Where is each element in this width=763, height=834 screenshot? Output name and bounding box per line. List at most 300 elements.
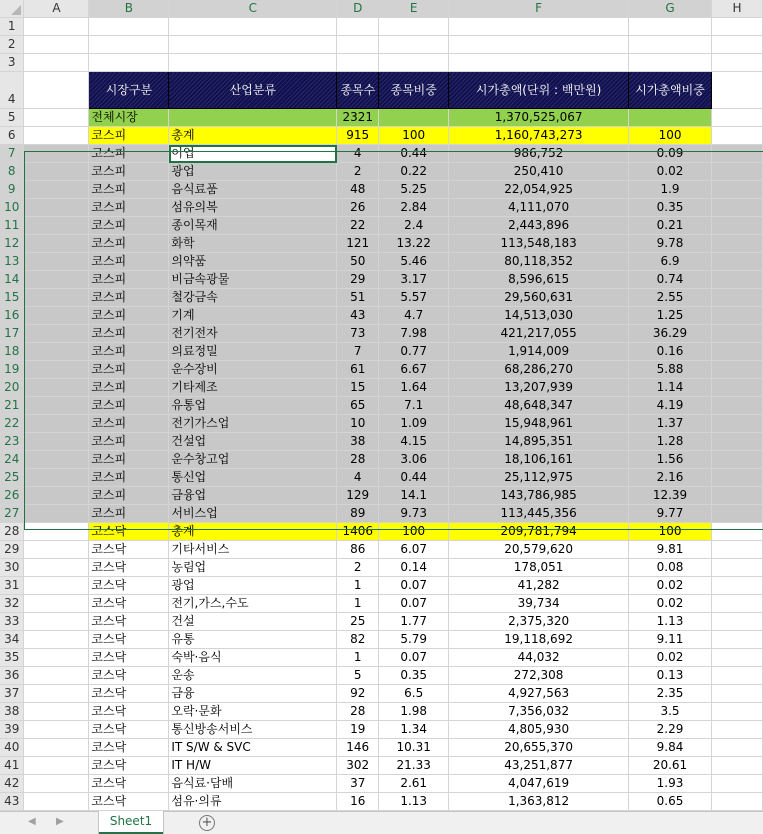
cell-industry[interactable]: 종이목재: [169, 217, 337, 235]
cell-market-cap[interactable]: 113,445,356: [449, 505, 629, 523]
cell-industry[interactable]: 운수창고업: [169, 451, 337, 469]
cell[interactable]: [24, 433, 89, 451]
cell[interactable]: [24, 271, 89, 289]
cell-stock-share[interactable]: 0.22: [379, 163, 449, 181]
cell-market-cap-share[interactable]: 0.21: [629, 217, 712, 235]
cell-stock-count[interactable]: 2: [337, 559, 379, 577]
column-header-f[interactable]: F: [449, 0, 629, 18]
header-industry[interactable]: 산업분류: [169, 72, 337, 109]
cell-market-cap[interactable]: 20,655,370: [449, 739, 629, 757]
cell-market-cap[interactable]: 18,106,161: [449, 451, 629, 469]
cell-market[interactable]: 코스닥: [89, 703, 169, 721]
row-header[interactable]: 32: [0, 595, 24, 613]
cell[interactable]: [711, 487, 762, 505]
cell[interactable]: [24, 487, 89, 505]
cell-market[interactable]: 코스피: [89, 217, 169, 235]
cell-market-cap[interactable]: 39,734: [449, 595, 629, 613]
cell-market[interactable]: 코스피: [89, 379, 169, 397]
table-row[interactable]: [0, 667, 763, 685]
cell[interactable]: [711, 253, 762, 271]
row-header[interactable]: 2: [0, 36, 24, 54]
cell[interactable]: [24, 217, 89, 235]
cell-market-cap-share[interactable]: 2.55: [629, 289, 712, 307]
row-header[interactable]: 18: [0, 343, 24, 361]
cell[interactable]: [24, 127, 89, 145]
tab-scroll-left-icon[interactable]: ◀: [28, 816, 36, 827]
cell-market-cap-share[interactable]: 2.35: [629, 685, 712, 703]
row-header[interactable]: 43: [0, 793, 24, 811]
cell[interactable]: [24, 307, 89, 325]
cell-market[interactable]: 코스피: [89, 361, 169, 379]
cell-stock-count[interactable]: 15: [337, 379, 379, 397]
cell-market[interactable]: 코스닥: [89, 523, 169, 541]
cell-market[interactable]: 코스피: [89, 181, 169, 199]
cell-industry[interactable]: 오락·문화: [169, 703, 337, 721]
table-row[interactable]: [0, 775, 763, 793]
cell-market-cap-share[interactable]: 12.39: [629, 487, 712, 505]
cell-market-cap-share[interactable]: 0.13: [629, 667, 712, 685]
cell-market[interactable]: 코스피: [89, 271, 169, 289]
cell-stock-share[interactable]: 6.67: [379, 361, 449, 379]
cell-market-cap-share[interactable]: 9.11: [629, 631, 712, 649]
table-row[interactable]: [0, 181, 763, 199]
table-row[interactable]: [0, 325, 763, 343]
cell-market-cap-share[interactable]: 0.02: [629, 163, 712, 181]
cell-market-cap[interactable]: 15,948,961: [449, 415, 629, 433]
cell-stock-share[interactable]: 2.4: [379, 217, 449, 235]
cell-market-cap[interactable]: 178,051: [449, 559, 629, 577]
cell-stock-count[interactable]: 7: [337, 343, 379, 361]
cell[interactable]: [711, 469, 762, 487]
table-row[interactable]: [0, 433, 763, 451]
cell-market-cap[interactable]: 209,781,794: [449, 523, 629, 541]
header-market-cap[interactable]: 시가총액(단위 : 백만원): [449, 72, 629, 109]
cell-stock-count[interactable]: 1: [337, 577, 379, 595]
column-header-e[interactable]: E: [379, 0, 449, 18]
cell-market-cap-share[interactable]: 100: [629, 523, 712, 541]
row-header[interactable]: 28: [0, 523, 24, 541]
row-header[interactable]: 31: [0, 577, 24, 595]
cell[interactable]: [337, 54, 379, 72]
cell-industry[interactable]: 기타서비스: [169, 541, 337, 559]
cell-market-cap[interactable]: 48,648,347: [449, 397, 629, 415]
cell-industry[interactable]: 전기전자: [169, 325, 337, 343]
cell-stock-count[interactable]: 4: [337, 145, 379, 163]
cell-industry[interactable]: 음식료품: [169, 181, 337, 199]
cell[interactable]: [711, 415, 762, 433]
cell-market-cap-share[interactable]: 9.78: [629, 235, 712, 253]
cell-industry[interactable]: IT H/W: [169, 757, 337, 775]
cell[interactable]: [24, 145, 89, 163]
table-row[interactable]: [0, 541, 763, 559]
cell[interactable]: [711, 541, 762, 559]
cell-industry[interactable]: 건설업: [169, 433, 337, 451]
cell-market-cap[interactable]: 8,596,615: [449, 271, 629, 289]
cell[interactable]: [89, 54, 169, 72]
cell-stock-share[interactable]: 21.33: [379, 757, 449, 775]
cell-market-cap-share[interactable]: 0.02: [629, 649, 712, 667]
cell-industry[interactable]: 숙박·음식: [169, 649, 337, 667]
header-market-cap-share[interactable]: 시가총액비중: [629, 72, 712, 109]
cell-market-cap[interactable]: 1,363,812: [449, 793, 629, 811]
cell-stock-share[interactable]: 13.22: [379, 235, 449, 253]
cell[interactable]: [711, 145, 762, 163]
cell-stock-share[interactable]: 1.77: [379, 613, 449, 631]
cell[interactable]: [711, 163, 762, 181]
header-stock-share[interactable]: 종목비중: [379, 72, 449, 109]
cell-industry[interactable]: 건설: [169, 613, 337, 631]
cell-market-cap[interactable]: 7,356,032: [449, 703, 629, 721]
cell-stock-count[interactable]: 86: [337, 541, 379, 559]
cell-stock-count[interactable]: 51: [337, 289, 379, 307]
cell-stock-share[interactable]: 1.64: [379, 379, 449, 397]
sheet-tab-sheet1[interactable]: Sheet1: [99, 811, 163, 834]
cell[interactable]: [379, 18, 449, 36]
cell-market-cap[interactable]: 4,047,619: [449, 775, 629, 793]
kosdaq-total-row[interactable]: [0, 523, 763, 541]
cell-industry[interactable]: 전기,가스,수도: [169, 595, 337, 613]
cell-stock-count[interactable]: 28: [337, 451, 379, 469]
cell-market[interactable]: 코스피: [89, 163, 169, 181]
cell-stock-count[interactable]: 4: [337, 469, 379, 487]
cell-market-cap-share[interactable]: 0.35: [629, 199, 712, 217]
header-market[interactable]: 시장구분: [89, 72, 169, 109]
row-header[interactable]: 6: [0, 127, 24, 145]
cell-stock-count[interactable]: 37: [337, 775, 379, 793]
cell[interactable]: [24, 649, 89, 667]
row-header[interactable]: 14: [0, 271, 24, 289]
cell-stock-share[interactable]: 0.14: [379, 559, 449, 577]
cell[interactable]: [711, 595, 762, 613]
cell-stock-share[interactable]: 1.13: [379, 793, 449, 811]
cell-stock-share[interactable]: 5.79: [379, 631, 449, 649]
table-row[interactable]: [0, 613, 763, 631]
cell-market[interactable]: 코스닥: [89, 613, 169, 631]
row-header[interactable]: 25: [0, 469, 24, 487]
cell[interactable]: [629, 18, 712, 36]
cell[interactable]: [337, 18, 379, 36]
cell[interactable]: [711, 361, 762, 379]
table-row[interactable]: [0, 649, 763, 667]
cell-stock-count[interactable]: 43: [337, 307, 379, 325]
cell-industry[interactable]: 기타제조: [169, 379, 337, 397]
cell[interactable]: [711, 127, 762, 145]
cell-market[interactable]: 코스닥: [89, 685, 169, 703]
cell-market[interactable]: 코스닥: [89, 775, 169, 793]
cell-market[interactable]: 코스닥: [89, 649, 169, 667]
cell[interactable]: [449, 54, 629, 72]
cell[interactable]: [24, 325, 89, 343]
cell-stock-count[interactable]: 2321: [337, 109, 379, 127]
cell-stock-count[interactable]: 29: [337, 271, 379, 289]
cell-market-cap[interactable]: 1,370,525,067: [449, 109, 629, 127]
table-row[interactable]: [0, 217, 763, 235]
cell-industry[interactable]: 총계: [169, 523, 337, 541]
cell-market-cap[interactable]: 421,217,055: [449, 325, 629, 343]
table-row[interactable]: [0, 595, 763, 613]
cell-market[interactable]: 코스피: [89, 343, 169, 361]
cell-market-cap-share[interactable]: 36.29: [629, 325, 712, 343]
cell-stock-count[interactable]: 82: [337, 631, 379, 649]
cell-industry[interactable]: 총계: [169, 127, 337, 145]
cell-market[interactable]: 코스피: [89, 235, 169, 253]
cell-industry[interactable]: 농림업: [169, 559, 337, 577]
cell[interactable]: [24, 793, 89, 811]
cell[interactable]: [169, 36, 337, 54]
cell-stock-share[interactable]: 100: [379, 127, 449, 145]
cell-stock-count[interactable]: 16: [337, 793, 379, 811]
cell-stock-share[interactable]: 1.34: [379, 721, 449, 739]
table-row[interactable]: [0, 397, 763, 415]
cell-market[interactable]: 코스피: [89, 487, 169, 505]
cell-industry[interactable]: 금융업: [169, 487, 337, 505]
column-header-b[interactable]: B: [89, 0, 169, 18]
cell-market-cap-share[interactable]: 2.16: [629, 469, 712, 487]
cell[interactable]: [24, 577, 89, 595]
cell[interactable]: [169, 54, 337, 72]
row-header[interactable]: 16: [0, 307, 24, 325]
row-header[interactable]: 7: [0, 145, 24, 163]
cell[interactable]: [24, 739, 89, 757]
cell[interactable]: [711, 181, 762, 199]
cell-market-cap[interactable]: 272,308: [449, 667, 629, 685]
cell-stock-count[interactable]: 73: [337, 325, 379, 343]
row-header[interactable]: 20: [0, 379, 24, 397]
cell[interactable]: [24, 415, 89, 433]
cell-industry[interactable]: 유통: [169, 631, 337, 649]
cell-industry[interactable]: 의약품: [169, 253, 337, 271]
cell-industry[interactable]: 섬유의복: [169, 199, 337, 217]
cell-market-cap[interactable]: 1,160,743,273: [449, 127, 629, 145]
row-header[interactable]: 33: [0, 613, 24, 631]
table-row[interactable]: [0, 703, 763, 721]
row-header[interactable]: 10: [0, 199, 24, 217]
cell-market-cap-share[interactable]: 1.37: [629, 415, 712, 433]
row-header[interactable]: 34: [0, 631, 24, 649]
cell[interactable]: [24, 199, 89, 217]
table-row[interactable]: [0, 379, 763, 397]
cell-industry[interactable]: 통신업: [169, 469, 337, 487]
cell-stock-share[interactable]: 3.17: [379, 271, 449, 289]
row-header[interactable]: 19: [0, 361, 24, 379]
row-header[interactable]: 12: [0, 235, 24, 253]
cell-industry[interactable]: IT S/W & SVC: [169, 739, 337, 757]
cell-market-cap[interactable]: 29,560,631: [449, 289, 629, 307]
cell-market[interactable]: 전체시장: [89, 109, 169, 127]
cell[interactable]: [711, 54, 762, 72]
cell-market[interactable]: 코스피: [89, 451, 169, 469]
cell[interactable]: [711, 235, 762, 253]
cell-market-cap[interactable]: 1,914,009: [449, 343, 629, 361]
cell-industry[interactable]: 유통업: [169, 397, 337, 415]
cell-stock-share[interactable]: 7.1: [379, 397, 449, 415]
table-row[interactable]: [0, 163, 763, 181]
cell-market[interactable]: 코스피: [89, 505, 169, 523]
cell-stock-share[interactable]: 6.07: [379, 541, 449, 559]
cell-market-cap[interactable]: 80,118,352: [449, 253, 629, 271]
cell[interactable]: [24, 721, 89, 739]
cell-stock-share[interactable]: 4.15: [379, 433, 449, 451]
cell-market-cap[interactable]: 4,927,563: [449, 685, 629, 703]
cell[interactable]: [24, 289, 89, 307]
column-header-g[interactable]: G: [629, 0, 712, 18]
tab-scroll-right-icon[interactable]: ▶: [56, 816, 64, 827]
cell[interactable]: [24, 109, 89, 127]
row-header[interactable]: 23: [0, 433, 24, 451]
cell-stock-share[interactable]: 100: [379, 523, 449, 541]
table-row[interactable]: [0, 271, 763, 289]
cell-market-cap[interactable]: 13,207,939: [449, 379, 629, 397]
table-row[interactable]: [0, 343, 763, 361]
cell[interactable]: [711, 775, 762, 793]
cell[interactable]: [711, 18, 762, 36]
cell-stock-share[interactable]: 7.98: [379, 325, 449, 343]
cell[interactable]: [711, 739, 762, 757]
cell-market-cap-share[interactable]: 9.77: [629, 505, 712, 523]
cell-industry[interactable]: 음식료·담배: [169, 775, 337, 793]
cell-stock-share[interactable]: 5.57: [379, 289, 449, 307]
cell-market-cap[interactable]: 4,111,070: [449, 199, 629, 217]
cell[interactable]: [24, 181, 89, 199]
row-header[interactable]: 37: [0, 685, 24, 703]
cell-stock-share[interactable]: 0.44: [379, 145, 449, 163]
cell-stock-share[interactable]: [379, 109, 449, 127]
cell-market[interactable]: 코스닥: [89, 793, 169, 811]
row-header[interactable]: 4: [0, 72, 24, 109]
cell[interactable]: [711, 109, 762, 127]
row-header[interactable]: 40: [0, 739, 24, 757]
cell-industry[interactable]: 기계: [169, 307, 337, 325]
cell-stock-count[interactable]: 19: [337, 721, 379, 739]
cell-market[interactable]: 코스닥: [89, 631, 169, 649]
cell-market-cap[interactable]: 2,443,896: [449, 217, 629, 235]
cell-stock-count[interactable]: 25: [337, 613, 379, 631]
cell[interactable]: [711, 793, 762, 811]
cell[interactable]: [629, 36, 712, 54]
cell-market-cap[interactable]: 14,513,030: [449, 307, 629, 325]
cell-market-cap-share[interactable]: 100: [629, 127, 712, 145]
cell-stock-count[interactable]: 48: [337, 181, 379, 199]
cell-stock-share[interactable]: 0.44: [379, 469, 449, 487]
cell[interactable]: [711, 649, 762, 667]
cell-stock-count[interactable]: 38: [337, 433, 379, 451]
cell-market-cap-share[interactable]: 9.81: [629, 541, 712, 559]
cell[interactable]: [24, 757, 89, 775]
row-header[interactable]: 22: [0, 415, 24, 433]
cell-market[interactable]: 코스피: [89, 397, 169, 415]
cell[interactable]: [24, 703, 89, 721]
cell[interactable]: [711, 613, 762, 631]
cell-market[interactable]: 코스닥: [89, 667, 169, 685]
cell[interactable]: [379, 54, 449, 72]
cell[interactable]: [711, 451, 762, 469]
cell-industry[interactable]: 전기가스업: [169, 415, 337, 433]
table-row[interactable]: [0, 307, 763, 325]
cell[interactable]: [337, 36, 379, 54]
cell-market-cap-share[interactable]: 1.13: [629, 613, 712, 631]
table-row[interactable]: [0, 145, 763, 163]
cell-stock-count[interactable]: 89: [337, 505, 379, 523]
cell-market[interactable]: 코스닥: [89, 757, 169, 775]
cell-stock-share[interactable]: 5.25: [379, 181, 449, 199]
cell-market-cap-share[interactable]: 5.88: [629, 361, 712, 379]
row-header[interactable]: 41: [0, 757, 24, 775]
table-row[interactable]: [0, 469, 763, 487]
cell-stock-count[interactable]: 915: [337, 127, 379, 145]
cell[interactable]: [711, 703, 762, 721]
cell[interactable]: [24, 36, 89, 54]
column-header-c[interactable]: C: [169, 0, 337, 18]
row-header[interactable]: 42: [0, 775, 24, 793]
cell-stock-count[interactable]: 1406: [337, 523, 379, 541]
table-row[interactable]: [0, 415, 763, 433]
cell-industry[interactable]: 의료정밀: [169, 343, 337, 361]
column-header-d[interactable]: D: [337, 0, 379, 18]
cell[interactable]: [711, 343, 762, 361]
cell-market-cap-share[interactable]: 1.25: [629, 307, 712, 325]
cell-industry[interactable]: 어업: [169, 145, 337, 163]
cell-industry[interactable]: 철강금속: [169, 289, 337, 307]
cell-stock-count[interactable]: 1: [337, 595, 379, 613]
cell-market[interactable]: 코스피: [89, 415, 169, 433]
cell-market[interactable]: 코스피: [89, 325, 169, 343]
cell[interactable]: [711, 289, 762, 307]
cell-market-cap[interactable]: 986,752: [449, 145, 629, 163]
cell-market-cap-share[interactable]: 6.9: [629, 253, 712, 271]
cell-industry[interactable]: 섬유·의류: [169, 793, 337, 811]
cell-stock-share[interactable]: 10.31: [379, 739, 449, 757]
cell-market[interactable]: 코스닥: [89, 559, 169, 577]
cell-stock-share[interactable]: 2.84: [379, 199, 449, 217]
column-header-h[interactable]: H: [711, 0, 762, 18]
table-row[interactable]: [0, 793, 763, 811]
cell-market-cap-share[interactable]: 0.16: [629, 343, 712, 361]
cell-stock-share[interactable]: 2.61: [379, 775, 449, 793]
cell[interactable]: [449, 18, 629, 36]
cell[interactable]: [24, 631, 89, 649]
cell-market-cap-share[interactable]: 0.02: [629, 577, 712, 595]
cell-stock-count[interactable]: 22: [337, 217, 379, 235]
row-header[interactable]: 39: [0, 721, 24, 739]
table-row[interactable]: [0, 559, 763, 577]
cell[interactable]: [24, 595, 89, 613]
cell-market[interactable]: 코스닥: [89, 739, 169, 757]
cell[interactable]: [711, 72, 762, 109]
cell-stock-count[interactable]: 65: [337, 397, 379, 415]
cell-market-cap-share[interactable]: 3.5: [629, 703, 712, 721]
select-all-corner[interactable]: [0, 0, 24, 18]
cell-stock-share[interactable]: 0.07: [379, 649, 449, 667]
cell-industry[interactable]: 운송: [169, 667, 337, 685]
cell[interactable]: [24, 685, 89, 703]
cell-market-cap-share[interactable]: 9.84: [629, 739, 712, 757]
cell-market-cap[interactable]: 25,112,975: [449, 469, 629, 487]
cell-market-cap[interactable]: 19,118,692: [449, 631, 629, 649]
cell-industry[interactable]: 금융: [169, 685, 337, 703]
cell-market-cap-share[interactable]: 0.65: [629, 793, 712, 811]
cell-market-cap[interactable]: 2,375,320: [449, 613, 629, 631]
cell[interactable]: [711, 721, 762, 739]
cell[interactable]: [24, 235, 89, 253]
cell-stock-count[interactable]: 61: [337, 361, 379, 379]
cell-market-cap[interactable]: 4,805,930: [449, 721, 629, 739]
cell-stock-count[interactable]: 28: [337, 703, 379, 721]
cell[interactable]: [24, 18, 89, 36]
cell[interactable]: [89, 36, 169, 54]
cell[interactable]: [24, 379, 89, 397]
row-header[interactable]: 11: [0, 217, 24, 235]
cell-stock-count[interactable]: 146: [337, 739, 379, 757]
